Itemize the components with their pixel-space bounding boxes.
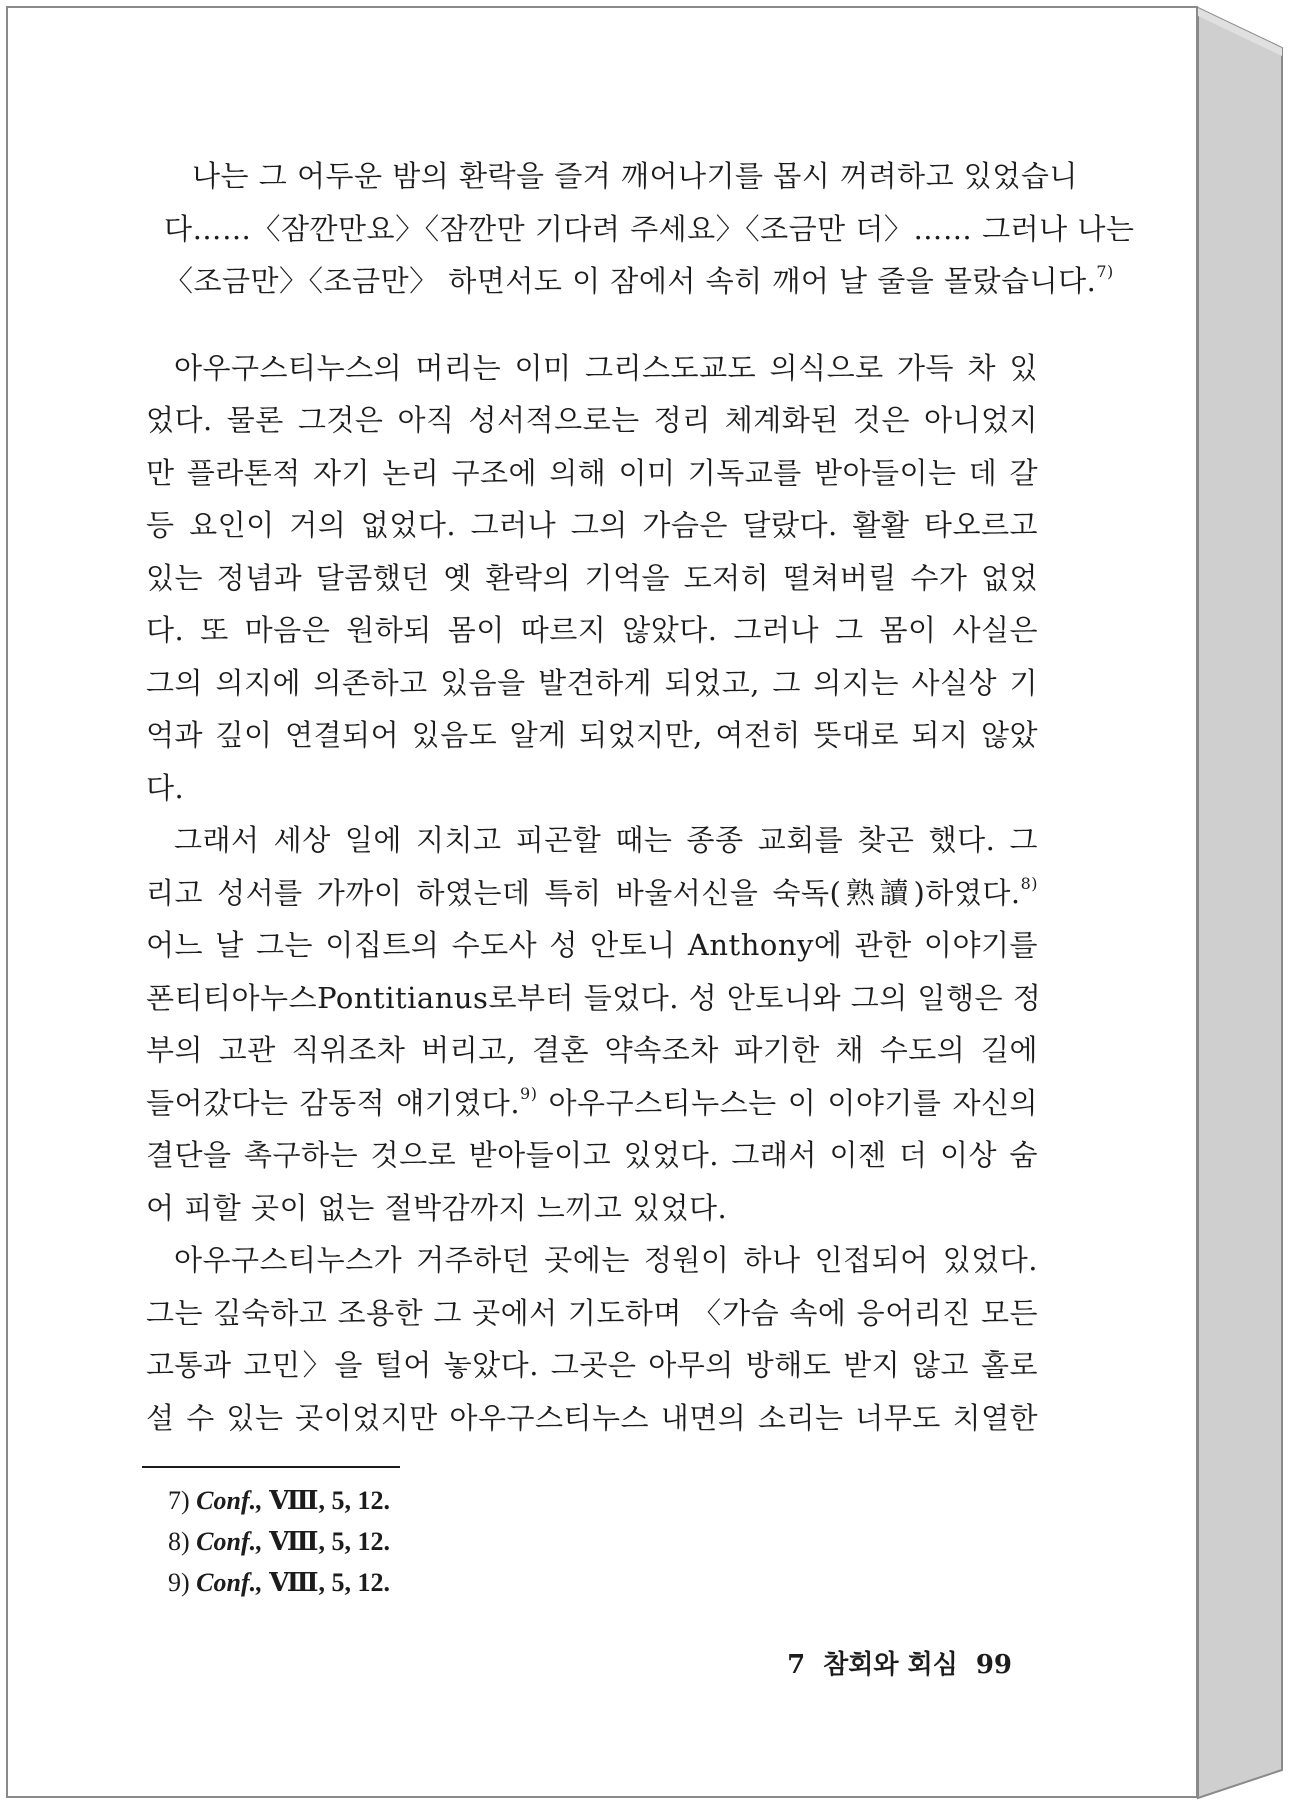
- chapter-title: 참회와 회심: [823, 1650, 958, 1680]
- text-line: 리고 성서를 가까이 하였는데 특히 바울서신을 숙독(熟讀)하였다.$^{8)}$: [146, 873, 1038, 910]
- text-line: 폰티티아누스Pontitianus로부터 들었다. 성 안토니와 그의 일행은 정: [146, 980, 1042, 1015]
- text-line: 그는 깊숙하고 조용한 그 곳에서 기도하며 〈가슴 속에 응어리진 모든: [146, 1295, 1038, 1330]
- text-line: 등 요인이 거의 없었다. 그러나 그의 가슴은 달랐다. 활활 타오르고: [146, 508, 1038, 542]
- text-line: 억과 깊이 연결되어 있음도 알게 되었지만, 여전히 뜻대로 되지 않았: [146, 718, 1038, 752]
- text-line: 다. 또 마음은 원하되 몸이 따르지 않았다. 그러나 그 몸이 사실은: [146, 613, 1038, 647]
- text-line: 있는 정념과 달콤했던 옛 환락의 기억을 도저히 떨쳐버릴 수가 없었: [146, 560, 1038, 595]
- footnote-divider: [142, 1466, 400, 1468]
- text-line: 설 수 있는 곳이었지만 아우구스티누스 내면의 소리는 너무도 치열한: [146, 1400, 1038, 1435]
- running-footer: [787, 1644, 1012, 1681]
- text-line: 었다. 물론 그것은 아직 성서적으로는 정리 체계화된 것은 아니었지: [146, 403, 1038, 437]
- text-line: 고통과 고민〉을 털어 놓았다. 그곳은 아무의 방해도 받지 않고 홀로: [146, 1348, 1038, 1382]
- text-line: 어 피할 곳이 없는 절박감까지 느끼고 있었다.: [146, 1190, 728, 1225]
- text-line: 다.: [146, 770, 185, 805]
- page-number: 99: [975, 1650, 1012, 1680]
- quote-line: 〈조금만〉〈조금만〉 하면서도 이 잠에서 속히 깨어 날 줄을 몰랐습니다.$^{7)}$: [164, 262, 1114, 298]
- quote-line: 나는 그 어두운 밤의 환락을 즐겨 깨어나기를 몹시 꺼려하고 있었습니: [192, 159, 1078, 193]
- text-line: 그래서 세상 일에 지치고 피곤할 때는 종종 교회를 찾곤 했다. 그: [174, 823, 1038, 857]
- page-body: [146, 150, 1135, 1444]
- footnote-mark: 9): [520, 1083, 538, 1103]
- text-line: 결단을 촉구하는 것으로 받아들이고 있었다. 그래서 이젠 더 이상 숨: [146, 1138, 1038, 1172]
- text-line: 들어갔다는 감동적 얘기였다.$^{9)}$ 아우구스티누스는 이 이야기를 자신의: [146, 1083, 1038, 1120]
- text-line: 아우구스티누스가 거주하던 곳에는 정원이 하나 인접되어 있었다.: [174, 1243, 1038, 1277]
- text-line: 만 플라톤적 자기 논리 구조에 의해 이미 기독교를 받아들이는 데 갈: [146, 455, 1038, 490]
- paragraph-3: [146, 1234, 1038, 1444]
- footnote-mark: 8): [1020, 873, 1038, 893]
- chapter-number: 7: [787, 1650, 806, 1680]
- text-line: 그의 의지에 의존하고 있음을 발견하게 되었고, 그 의지는 사실상 기: [146, 665, 1038, 700]
- footnote-mark: 7): [1096, 262, 1114, 281]
- paragraph-2: [146, 814, 1042, 1234]
- footnote: 8) Conf., Ⅷ, 5, 12.: [168, 1527, 391, 1556]
- footnote: 9) Conf., Ⅷ, 5, 12.: [168, 1568, 391, 1597]
- text-line: 부의 고관 직위조차 버리고, 결혼 약속조차 파기한 채 수도의 길에: [146, 1033, 1038, 1067]
- footnotes: [168, 1480, 390, 1603]
- block-quote: [164, 150, 1135, 308]
- paragraph-1: [146, 342, 1038, 815]
- text-line: 아우구스티누스의 머리는 이미 그리스도교도 의식으로 가득 차 있: [174, 350, 1038, 385]
- footnote: 7) Conf., Ⅷ, 5, 12.: [168, 1486, 391, 1515]
- text-line: 어느 날 그는 이집트의 수도사 성 안토니 Anthony에 관한 이야기를: [146, 928, 1038, 962]
- quote-line: 다……〈잠깐만요〉〈잠깐만 기다려 주세요〉〈조금만 더〉…… 그러나 나는: [164, 211, 1135, 246]
